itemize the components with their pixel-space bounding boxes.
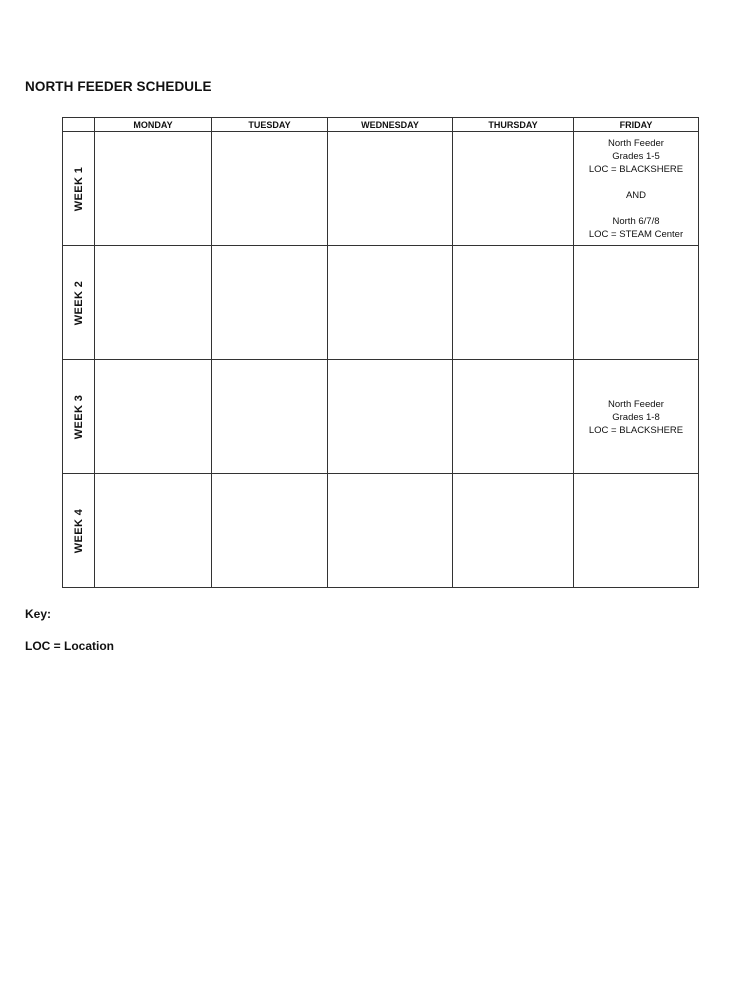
friday-note <box>574 360 698 437</box>
thursday-cell <box>453 360 574 474</box>
column-header-tuesday: TUESDAY <box>212 118 328 132</box>
week-label-cell <box>63 474 95 588</box>
note-line: LOC = BLACKSHERE <box>588 425 684 436</box>
note-line: LOC = BLACKSHERE <box>588 164 684 175</box>
key-entry: LOC = Location <box>25 639 115 653</box>
schedule-table <box>62 117 699 588</box>
table-row <box>63 132 699 246</box>
friday-cell <box>574 132 699 246</box>
thursday-cell <box>453 132 574 246</box>
note-line: AND <box>625 190 647 201</box>
monday-cell <box>95 474 212 588</box>
note-line: North Feeder <box>608 138 664 149</box>
week-label: WEEK 1 <box>72 166 85 211</box>
wednesday-cell <box>328 474 453 588</box>
week-label: WEEK 2 <box>72 280 85 325</box>
tuesday-cell <box>212 132 328 246</box>
week-label-cell <box>63 132 95 246</box>
note-line: North 6/7/8 <box>612 216 660 227</box>
column-header-wednesday: WEDNESDAY <box>328 118 453 132</box>
week-label: WEEK 4 <box>72 508 85 553</box>
wednesday-cell <box>328 132 453 246</box>
note-line: North Feeder <box>608 399 664 410</box>
week-label-cell <box>63 246 95 360</box>
page-title: NORTH FEEDER SCHEDULE <box>25 79 212 94</box>
thursday-cell <box>453 246 574 360</box>
tuesday-cell <box>212 474 328 588</box>
note-spacer <box>574 202 698 215</box>
friday-cell <box>574 360 699 474</box>
tuesday-cell <box>212 246 328 360</box>
monday-cell <box>95 132 212 246</box>
tuesday-cell <box>212 360 328 474</box>
friday-cell <box>574 474 699 588</box>
friday-note <box>574 132 698 241</box>
thursday-cell <box>453 474 574 588</box>
note-line: Grades 1-5 <box>612 151 660 162</box>
note-line: Grades 1-8 <box>612 412 660 423</box>
header-row <box>63 118 699 132</box>
column-header-friday: FRIDAY <box>574 118 699 132</box>
monday-cell <box>95 246 212 360</box>
column-header-monday: MONDAY <box>95 118 212 132</box>
week-label: WEEK 3 <box>72 394 85 439</box>
note-spacer <box>574 176 698 189</box>
table-row <box>63 474 699 588</box>
week-label-cell <box>63 360 95 474</box>
wednesday-cell <box>328 246 453 360</box>
key-label: Key: <box>25 607 52 621</box>
table-row <box>63 360 699 474</box>
corner-header-cell <box>63 118 95 132</box>
table-row <box>63 246 699 360</box>
wednesday-cell <box>328 360 453 474</box>
column-header-thursday: THURSDAY <box>453 118 574 132</box>
note-line: LOC = STEAM Center <box>588 229 684 240</box>
monday-cell <box>95 360 212 474</box>
friday-cell <box>574 246 699 360</box>
